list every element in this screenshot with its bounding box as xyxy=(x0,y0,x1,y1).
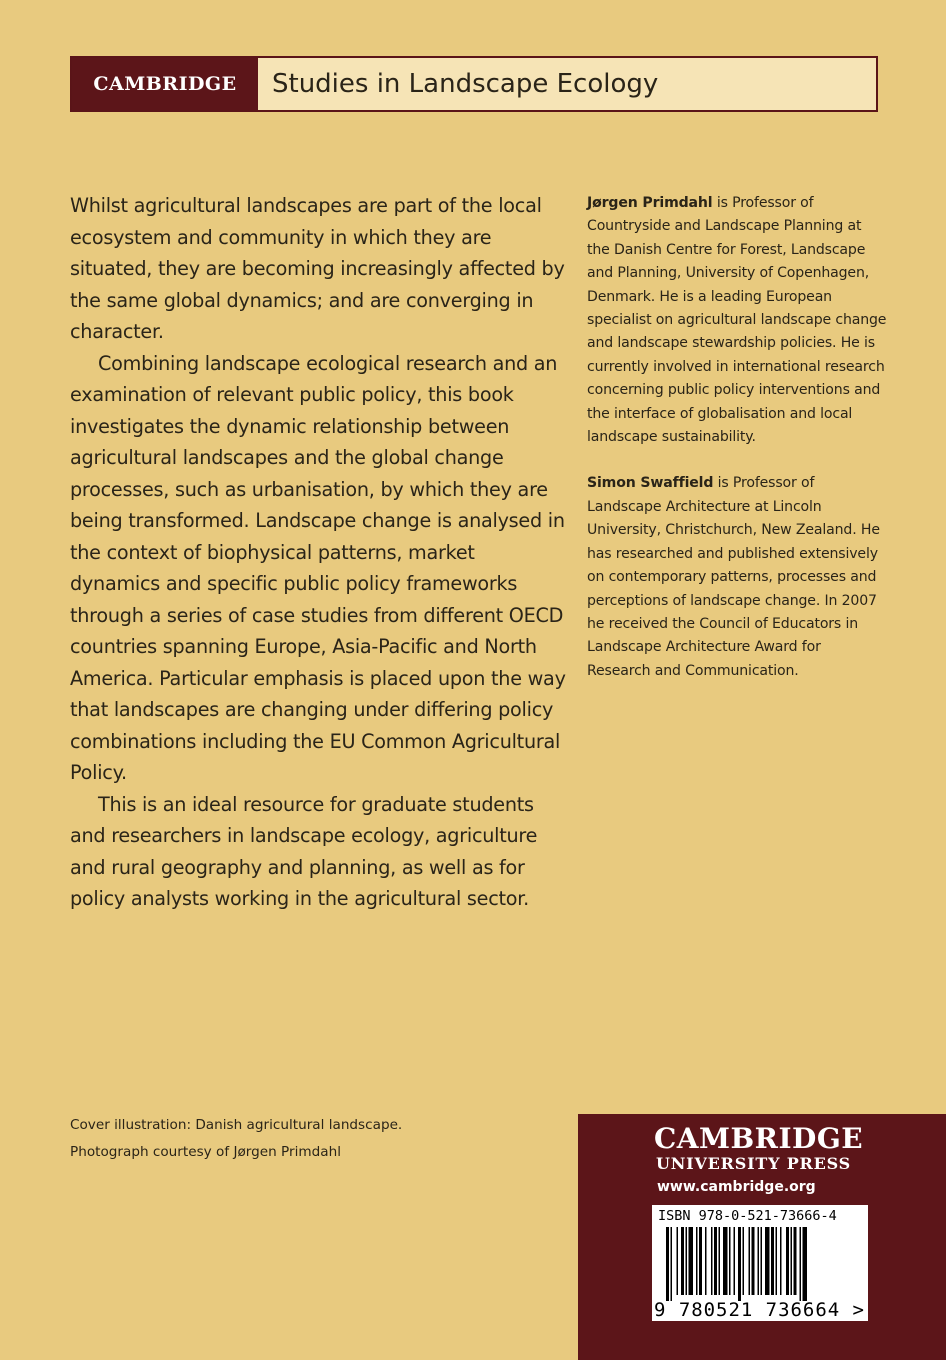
barcode-bar xyxy=(719,1227,721,1295)
barcode-bar xyxy=(776,1227,778,1295)
barcode-bar xyxy=(734,1227,736,1295)
publisher-block xyxy=(578,1114,946,1360)
barcode-bar xyxy=(677,1227,679,1295)
barcode-bar xyxy=(791,1227,793,1295)
series-banner xyxy=(70,56,878,112)
barcode-bar xyxy=(689,1227,694,1295)
barcode-bar xyxy=(729,1227,731,1295)
barcode-bar xyxy=(749,1227,751,1295)
publisher-press: UNIVERSITY PRESS xyxy=(656,1154,851,1173)
isbn-number: ISBN 978-0-521-73666-4 xyxy=(658,1208,837,1224)
barcode-bar xyxy=(671,1227,673,1301)
credit-line: Photograph courtesy of Jørgen Primdahl xyxy=(70,1144,341,1160)
barcode-bar xyxy=(696,1227,698,1295)
barcode-bar xyxy=(803,1227,808,1301)
series-title: Studies in Landscape Ecology xyxy=(258,58,876,110)
cover-credit xyxy=(70,1112,402,1166)
author-bio xyxy=(587,192,887,449)
series-brand-logo: CAMBRIDGE xyxy=(72,58,258,110)
barcode-bar xyxy=(800,1227,802,1301)
barcode-bar xyxy=(705,1227,707,1295)
barcode-bar xyxy=(723,1227,728,1295)
barcode-bar xyxy=(780,1227,782,1295)
barcode-bar xyxy=(666,1227,669,1301)
barcode-bar xyxy=(711,1227,713,1295)
author-name: Simon Swaffield xyxy=(587,475,714,492)
barcode-bar xyxy=(738,1227,741,1301)
publisher-website: www.cambridge.org xyxy=(657,1179,816,1195)
barcode-bars-icon xyxy=(652,1205,868,1321)
description-paragraph: Whilst agricultural landscapes are part of the local ecosystem and community in which they are situated, they are becoming increasingly affected by the same global dynamics; and are converging in character. xyxy=(70,194,565,343)
barcode-digits: 9 780521 736664 > xyxy=(654,1299,864,1321)
barcode-bar xyxy=(743,1227,745,1295)
barcode-bar xyxy=(771,1227,774,1295)
barcode-bar xyxy=(786,1227,789,1295)
author-bios xyxy=(587,192,887,706)
author-bio-text: is Professor of Countryside and Landscape Planning at the Danish Centre for Forest, Landscape and Planning, University of Copenhagen, Denmark. He is a leading European specialist on agricultural landscape change and landscape stewardship policies. He is currently involved in international research concerning public policy interventions and the interface of globalisation and local landscape sustainability. xyxy=(587,195,887,446)
author-name: Jørgen Primdahl xyxy=(587,195,713,211)
publisher-logo: CAMBRIDGE xyxy=(654,1122,864,1155)
barcode-bar xyxy=(761,1227,763,1295)
barcode-bar xyxy=(765,1227,770,1295)
isbn-barcode xyxy=(652,1205,868,1321)
barcode-bar xyxy=(686,1227,688,1295)
credit-line: Cover illustration: Danish agricultural landscape. xyxy=(70,1117,403,1133)
author-bio-text: is Professor of Landscape Architecture at Lincoln University, Christchurch, New Zealand. He has researched and published extensively on contemporary patterns, processes and perceptions of landscape change. In 2007 he received the Council of Educators in Landscape Architecture Award for Research and Communication. xyxy=(587,475,880,679)
barcode-bar xyxy=(794,1227,797,1295)
description-paragraph: This is an ideal resource for graduate students and researchers in landscape ecology, agriculture and rural geography and planning, as well as for policy analysts working in the agricultural sector. xyxy=(70,792,538,910)
description-paragraph: Combining landscape ecological research and an examination of relevant public policy, this book investigates the dynamic relationship between agricultural landscapes and the global change processes, such as urbanisation, by which they are being transformed. Landscape change is analysed in the context of biophysical patterns, market dynamics and specific public policy frameworks through a series of case studies from different OECD countries spanning Europe, Asia-Pacific and North America. Particular emphasis is placed upon the way that landscapes are changing under differing policy combinations including the EU Common Agricultural Policy. xyxy=(70,351,566,784)
barcode-bar xyxy=(714,1227,717,1295)
barcode-bar xyxy=(758,1227,760,1295)
book-description xyxy=(70,190,570,915)
barcode-bar xyxy=(752,1227,755,1295)
barcode-bar xyxy=(699,1227,702,1295)
author-bio xyxy=(587,472,887,683)
barcode-bar xyxy=(681,1227,684,1295)
